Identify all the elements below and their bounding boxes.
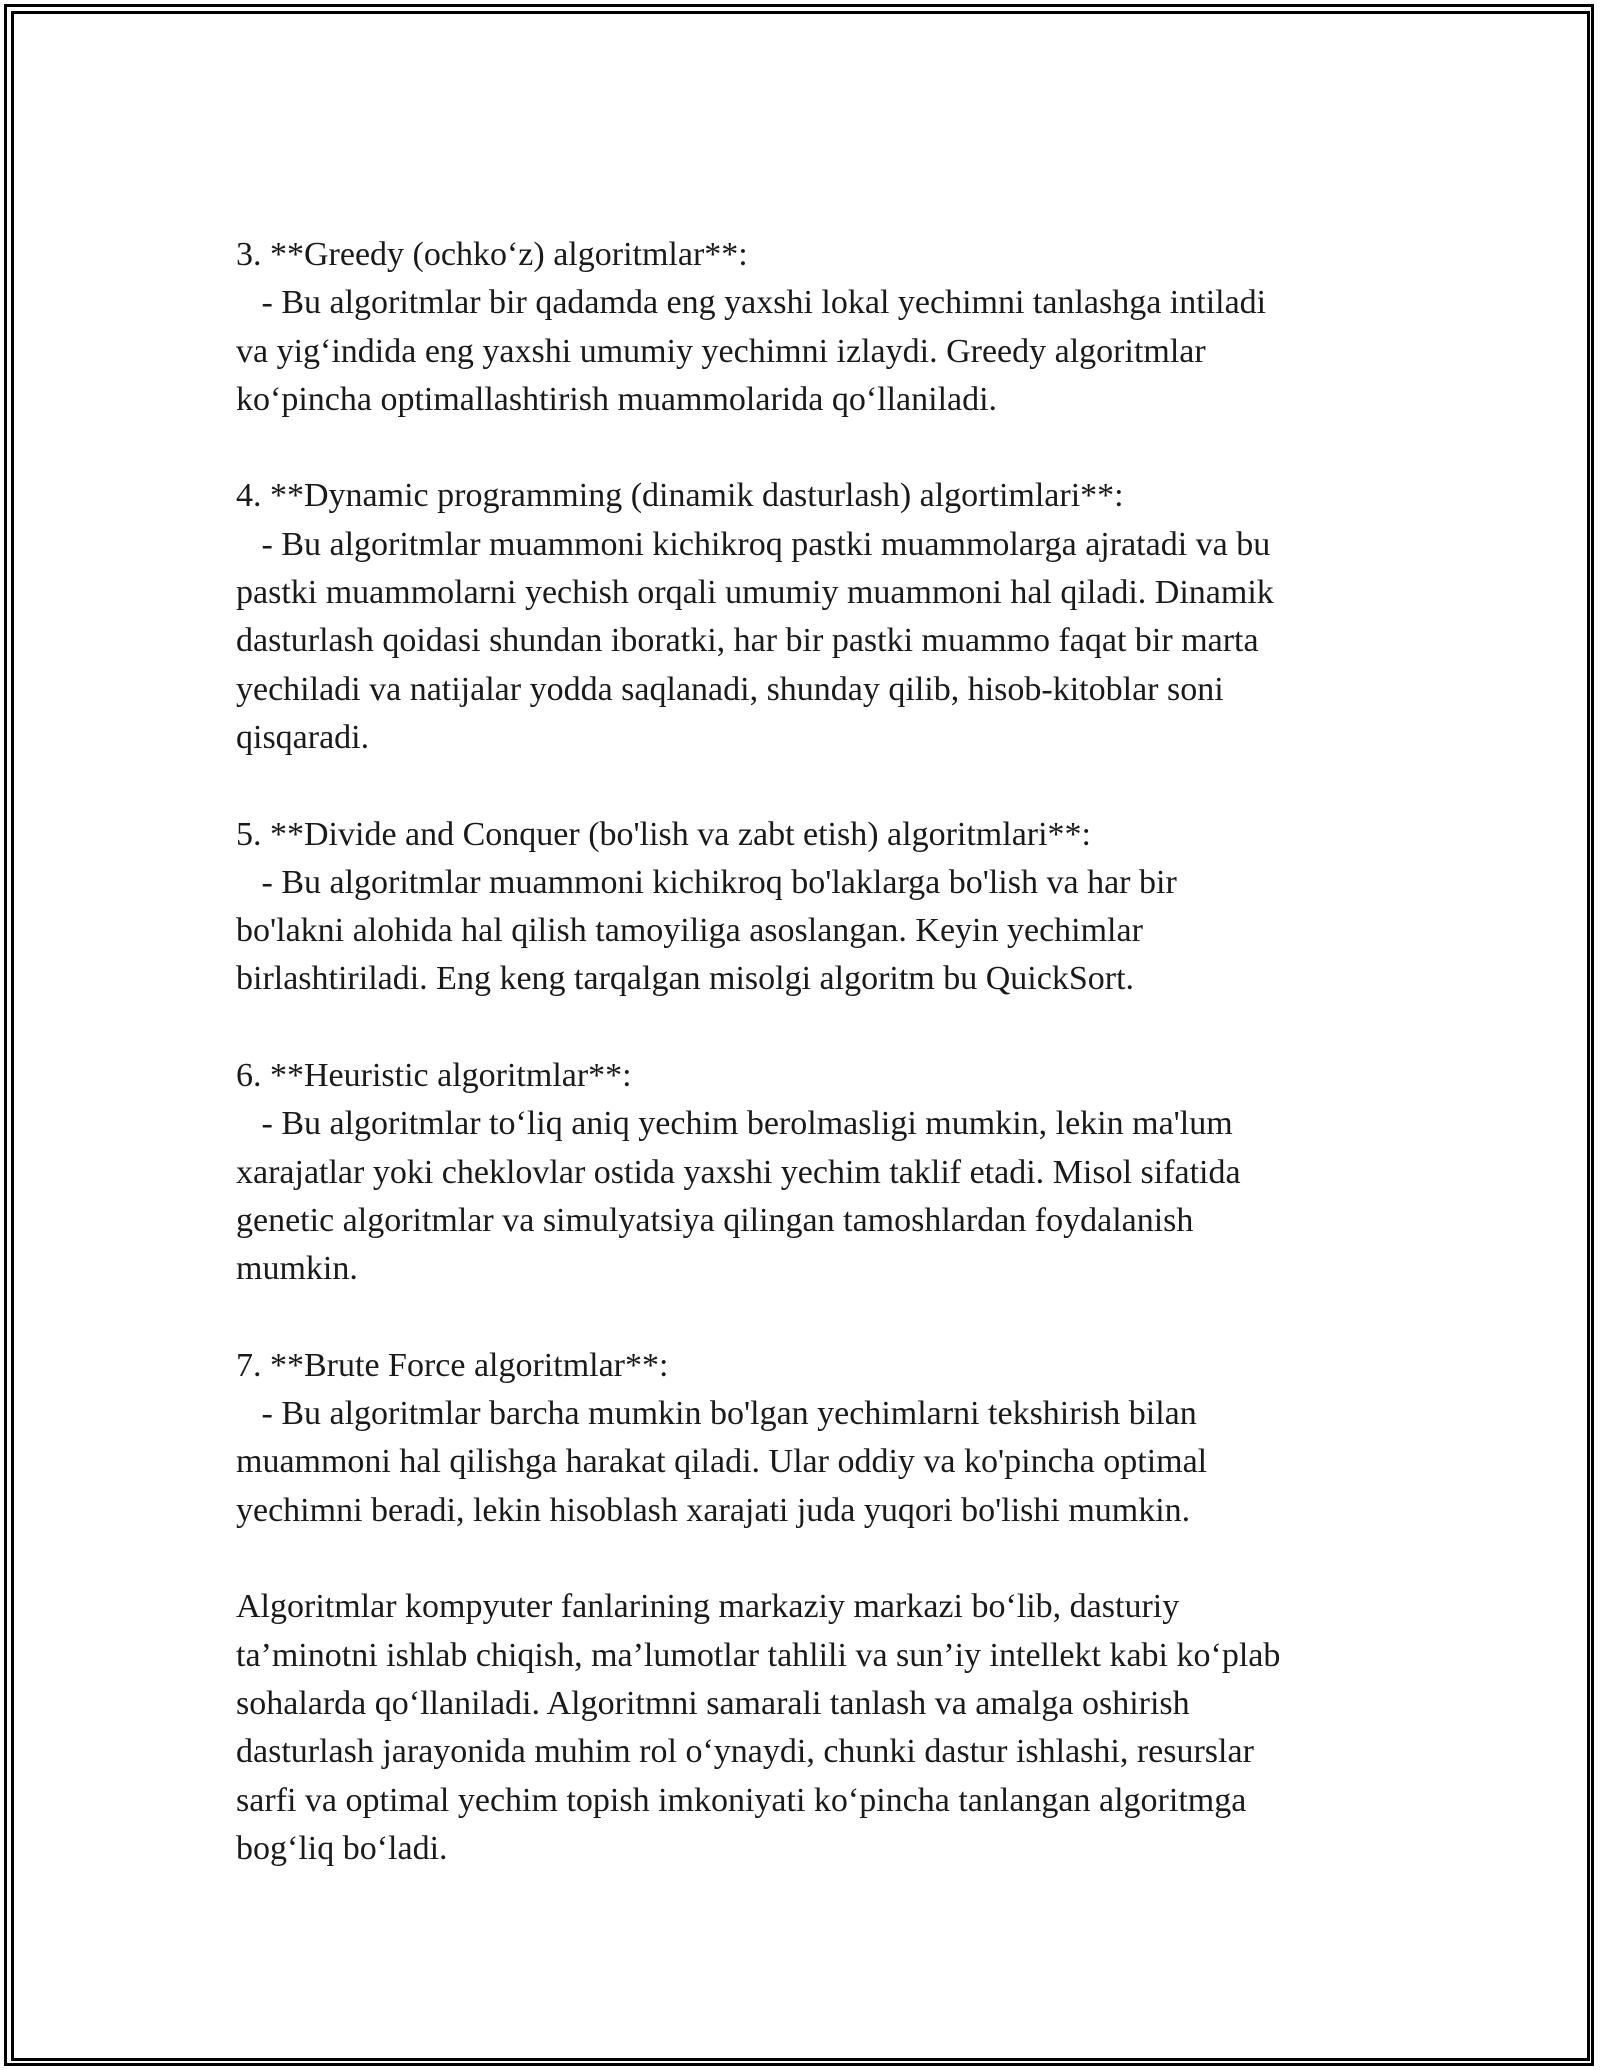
greedy-text-line: - Bu algoritmlar bir qadamda eng yaxshi lokal yechimni tanlashga intiladi <box>236 284 1267 322</box>
paragraph-dynamic-programming <box>236 472 1376 762</box>
dynamic-programming-heading: 4. **Dynamic programming (dinamik dasturlash) algortimlari**: <box>236 477 1124 515</box>
conclusion-text-line: sohalarda qo‘llaniladi. Algoritmni samarali tanlash va amalga oshirish <box>236 1684 1190 1722</box>
paragraph-divide-and-conquer <box>236 811 1376 1004</box>
divide-and-conquer-text-line: birlashtiriladi. Eng keng tarqalgan misolgi algoritm bu QuickSort. <box>236 960 1135 998</box>
brute-force-text-line: - Bu algoritmlar barcha mumkin bo'lgan yechimlarni tekshirish bilan <box>236 1395 1197 1433</box>
dynamic-programming-text-line: dasturlash qoidasi shundan iboratki, har bir pastki muammo faqat bir marta <box>236 622 1259 660</box>
brute-force-text-line: muammoni hal qilishga harakat qiladi. Ular oddiy va ko'pincha optimal <box>236 1443 1208 1481</box>
conclusion-text-line: Algoritmlar kompyuter fanlarining markaziy markazi bo‘lib, dasturiy <box>236 1588 1180 1626</box>
paragraph-greedy <box>236 231 1376 424</box>
dynamic-programming-text-line: - Bu algoritmlar muammoni kichikroq pastki muammolarga ajratadi va bu <box>236 525 1271 563</box>
paragraph-heuristic <box>236 1052 1376 1293</box>
conclusion-text-line: sarfi va optimal yechim topish imkoniyati ko‘pincha tanlangan algoritmga <box>236 1781 1247 1819</box>
brute-force-text-line: yechimni beradi, lekin hisoblash xarajati juda yuqori bo'lishi mumkin. <box>236 1491 1191 1529</box>
greedy-text-line: ko‘pincha optimallashtirish muammolarida qo‘llaniladi. <box>236 380 998 418</box>
conclusion-text-line: bog‘liq bo‘ladi. <box>236 1829 448 1867</box>
divide-and-conquer-text-line: bo'lakni alohida hal qilish tamoyiliga asoslangan. Keyin yechimlar <box>236 912 1143 950</box>
greedy-text-line: va yig‘indida eng yaxshi umumiy yechimni izlaydi. Greedy algoritmlar <box>236 332 1206 370</box>
divide-and-conquer-heading: 5. **Divide and Conquer (bo'lish va zabt etish) algoritmlari**: <box>236 815 1091 853</box>
divide-and-conquer-text-line: - Bu algoritmlar muammoni kichikroq bo'laklarga bo'lish va har bir <box>236 863 1177 901</box>
dynamic-programming-text-line: pastki muammolarni yechish orqali umumiy muammoni hal qiladi. Dinamik <box>236 574 1274 612</box>
dynamic-programming-text-line: qisqaradi. <box>236 718 370 756</box>
heuristic-text-line: xarajatlar yoki cheklovlar ostida yaxshi yechim taklif etadi. Misol sifatida <box>236 1153 1241 1191</box>
conclusion-text-line: dasturlash jarayonida muhim rol o‘ynaydi, chunki dastur ishlashi, resurslar <box>236 1733 1254 1771</box>
heuristic-text-line: mumkin. <box>236 1250 358 1288</box>
greedy-heading: 3. **Greedy (ochko‘z) algoritmlar**: <box>236 236 748 273</box>
heuristic-text-line: - Bu algoritmlar to‘liq aniq yechim berolmasligi mumkin, lekin ma'lum <box>236 1105 1233 1143</box>
document-body <box>236 231 1376 1873</box>
paragraph-conclusion <box>236 1583 1376 1873</box>
heuristic-text-line: genetic algoritmlar va simulyatsiya qilingan tamoshlardan foydalanish <box>236 1201 1194 1239</box>
paragraph-brute-force <box>236 1342 1376 1535</box>
dynamic-programming-text-line: yechiladi va natijalar yodda saqlanadi, shunday qilib, hisob-kitoblar soni <box>236 670 1224 708</box>
heuristic-heading: 6. **Heuristic algoritmlar**: <box>236 1057 632 1095</box>
brute-force-heading: 7. **Brute Force algoritmlar**: <box>236 1346 669 1384</box>
conclusion-text-line: ta’minotni ishlab chiqish, ma’lumotlar tahlili va sun’iy intellekt kabi ko‘plab <box>236 1636 1281 1674</box>
